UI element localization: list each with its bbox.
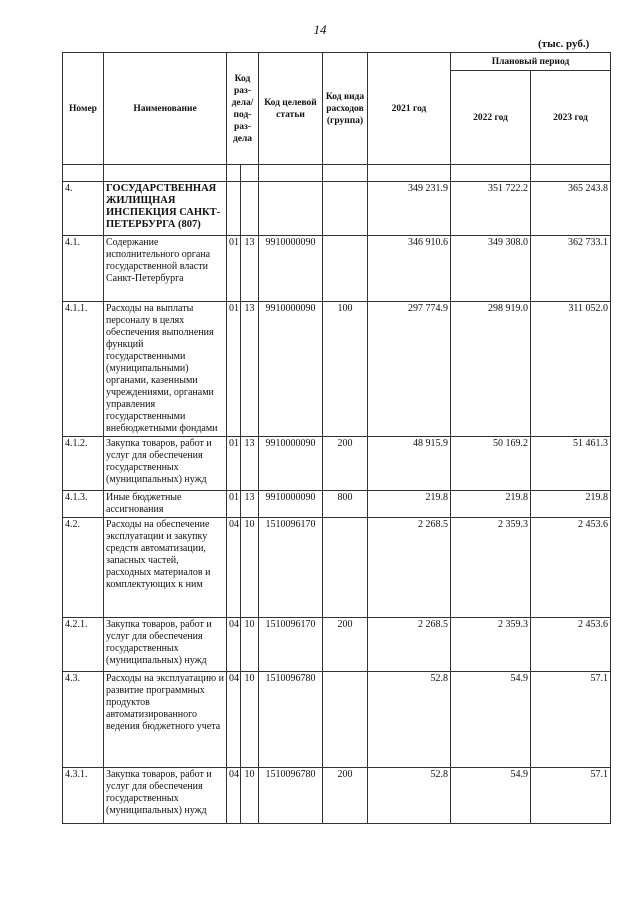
cell-sec: 01 <box>227 302 241 437</box>
cell-v2022: 2 359.3 <box>451 618 531 672</box>
table-row <box>63 437 611 491</box>
cell-sec: 04 <box>227 672 241 768</box>
table-row <box>63 768 611 824</box>
cell-name: Закупка товаров, работ и услуг для обеспечения государственных (муниципальных) нужд <box>104 618 227 672</box>
cell-v2023: 365 243.8 <box>531 182 611 236</box>
cell-v2023: 362 733.1 <box>531 236 611 302</box>
cell-exp <box>323 236 368 302</box>
cell-sec: 04 <box>227 618 241 672</box>
cell-num: 4.1.3. <box>63 491 104 518</box>
cell-v2023: 219.8 <box>531 491 611 518</box>
cell-name: Расходы на обеспечение эксплуатации и закупку средств автоматизации, запасных частей, расходных материалов и комплектующих к ним <box>104 518 227 618</box>
table-spacer <box>63 165 611 182</box>
table-row <box>63 618 611 672</box>
cell-art: 9910000090 <box>259 236 323 302</box>
cell-v2023: 57.1 <box>531 768 611 824</box>
cell-v2021: 52.8 <box>368 768 451 824</box>
cell-v2022: 50 169.2 <box>451 437 531 491</box>
cell-v2022: 349 308.0 <box>451 236 531 302</box>
table-row <box>63 491 611 518</box>
cell-v2021: 219.8 <box>368 491 451 518</box>
cell-num: 4.2. <box>63 518 104 618</box>
cell-exp: 100 <box>323 302 368 437</box>
cell-exp: 200 <box>323 768 368 824</box>
cell-name: Расходы на выплаты персоналу в целях обеспечения выполнения функций государственными (муниципальными) органами, казенными учреждениями, органами управления государственными внебюджетными фондами <box>104 302 227 437</box>
cell-exp <box>323 182 368 236</box>
cell-sub: 10 <box>241 768 259 824</box>
table-row <box>63 236 611 302</box>
cell-name: Содержание исполнительного органа государственной власти Санкт-Петербурга <box>104 236 227 302</box>
cell-sec <box>227 182 241 236</box>
table-row <box>63 518 611 618</box>
cell-v2021: 2 268.5 <box>368 618 451 672</box>
cell-exp <box>323 518 368 618</box>
cell-v2022: 2 359.3 <box>451 518 531 618</box>
header-planning-period: Плановый период <box>451 53 611 71</box>
cell-num: 4.1.1. <box>63 302 104 437</box>
cell-sub: 10 <box>241 618 259 672</box>
header-2022: 2022 год <box>451 71 531 165</box>
cell-art <box>259 182 323 236</box>
cell-v2021: 2 268.5 <box>368 518 451 618</box>
cell-sec: 01 <box>227 236 241 302</box>
cell-sub: 13 <box>241 491 259 518</box>
cell-v2023: 2 453.6 <box>531 518 611 618</box>
cell-art: 9910000090 <box>259 491 323 518</box>
header-expense-code: Код вида расходов (группа) <box>323 53 368 165</box>
cell-sub: 13 <box>241 437 259 491</box>
cell-sub: 10 <box>241 672 259 768</box>
cell-sub: 10 <box>241 518 259 618</box>
cell-exp: 200 <box>323 618 368 672</box>
cell-num: 4.1. <box>63 236 104 302</box>
cell-v2022: 54.9 <box>451 768 531 824</box>
header-name: Наименование <box>104 53 227 165</box>
page-number: 14 <box>313 22 327 37</box>
cell-num: 4.3. <box>63 672 104 768</box>
cell-sec: 04 <box>227 768 241 824</box>
cell-sec: 01 <box>227 491 241 518</box>
cell-name: Иные бюджетные ассигнования <box>104 491 227 518</box>
cell-exp: 800 <box>323 491 368 518</box>
header-article-code: Код целевой статьи <box>259 53 323 165</box>
cell-art: 9910000090 <box>259 302 323 437</box>
cell-v2021: 349 231.9 <box>368 182 451 236</box>
cell-num: 4.2.1. <box>63 618 104 672</box>
cell-v2021: 52.8 <box>368 672 451 768</box>
cell-art: 1510096780 <box>259 768 323 824</box>
cell-v2022: 219.8 <box>451 491 531 518</box>
cell-sub: 13 <box>241 236 259 302</box>
table-row <box>63 182 611 236</box>
cell-name: Расходы на эксплуатацию и развитие программных продуктов автоматизированного ведения бюджетного учета <box>104 672 227 768</box>
cell-v2022: 54.9 <box>451 672 531 768</box>
cell-num: 4.1.2. <box>63 437 104 491</box>
cell-art: 9910000090 <box>259 437 323 491</box>
cell-v2023: 2 453.6 <box>531 618 611 672</box>
table-row <box>63 302 611 437</box>
cell-v2022: 351 722.2 <box>451 182 531 236</box>
cell-art: 1510096170 <box>259 618 323 672</box>
cell-v2021: 297 774.9 <box>368 302 451 437</box>
cell-v2023: 311 052.0 <box>531 302 611 437</box>
cell-sub <box>241 182 259 236</box>
cell-sec: 04 <box>227 518 241 618</box>
header-section-code: Код раз-дела/ под-раз-дела <box>227 53 259 165</box>
cell-name: Закупка товаров, работ и услуг для обеспечения государственных (муниципальных) нужд <box>104 768 227 824</box>
cell-sub: 13 <box>241 302 259 437</box>
cell-name: Закупка товаров, работ и услуг для обеспечения государственных (муниципальных) нужд <box>104 437 227 491</box>
cell-v2023: 51 461.3 <box>531 437 611 491</box>
cell-v2021: 346 910.6 <box>368 236 451 302</box>
cell-art: 1510096780 <box>259 672 323 768</box>
cell-v2021: 48 915.9 <box>368 437 451 491</box>
budget-table <box>62 52 611 824</box>
cell-v2023: 57.1 <box>531 672 611 768</box>
header-2023: 2023 год <box>531 71 611 165</box>
cell-art: 1510096170 <box>259 518 323 618</box>
cell-exp: 200 <box>323 437 368 491</box>
cell-num: 4.3.1. <box>63 768 104 824</box>
table-row <box>63 672 611 768</box>
header-2021: 2021 год <box>368 53 451 165</box>
cell-name: ГОСУДАРСТВЕННАЯ ЖИЛИЩНАЯ ИНСПЕКЦИЯ САНКТ-ПЕТЕРБУРГА (807) <box>104 182 227 236</box>
units-label: (тыс. руб.) <box>538 38 590 50</box>
header-number: Номер <box>63 53 104 165</box>
cell-num: 4. <box>63 182 104 236</box>
cell-v2022: 298 919.0 <box>451 302 531 437</box>
cell-exp <box>323 672 368 768</box>
cell-sec: 01 <box>227 437 241 491</box>
